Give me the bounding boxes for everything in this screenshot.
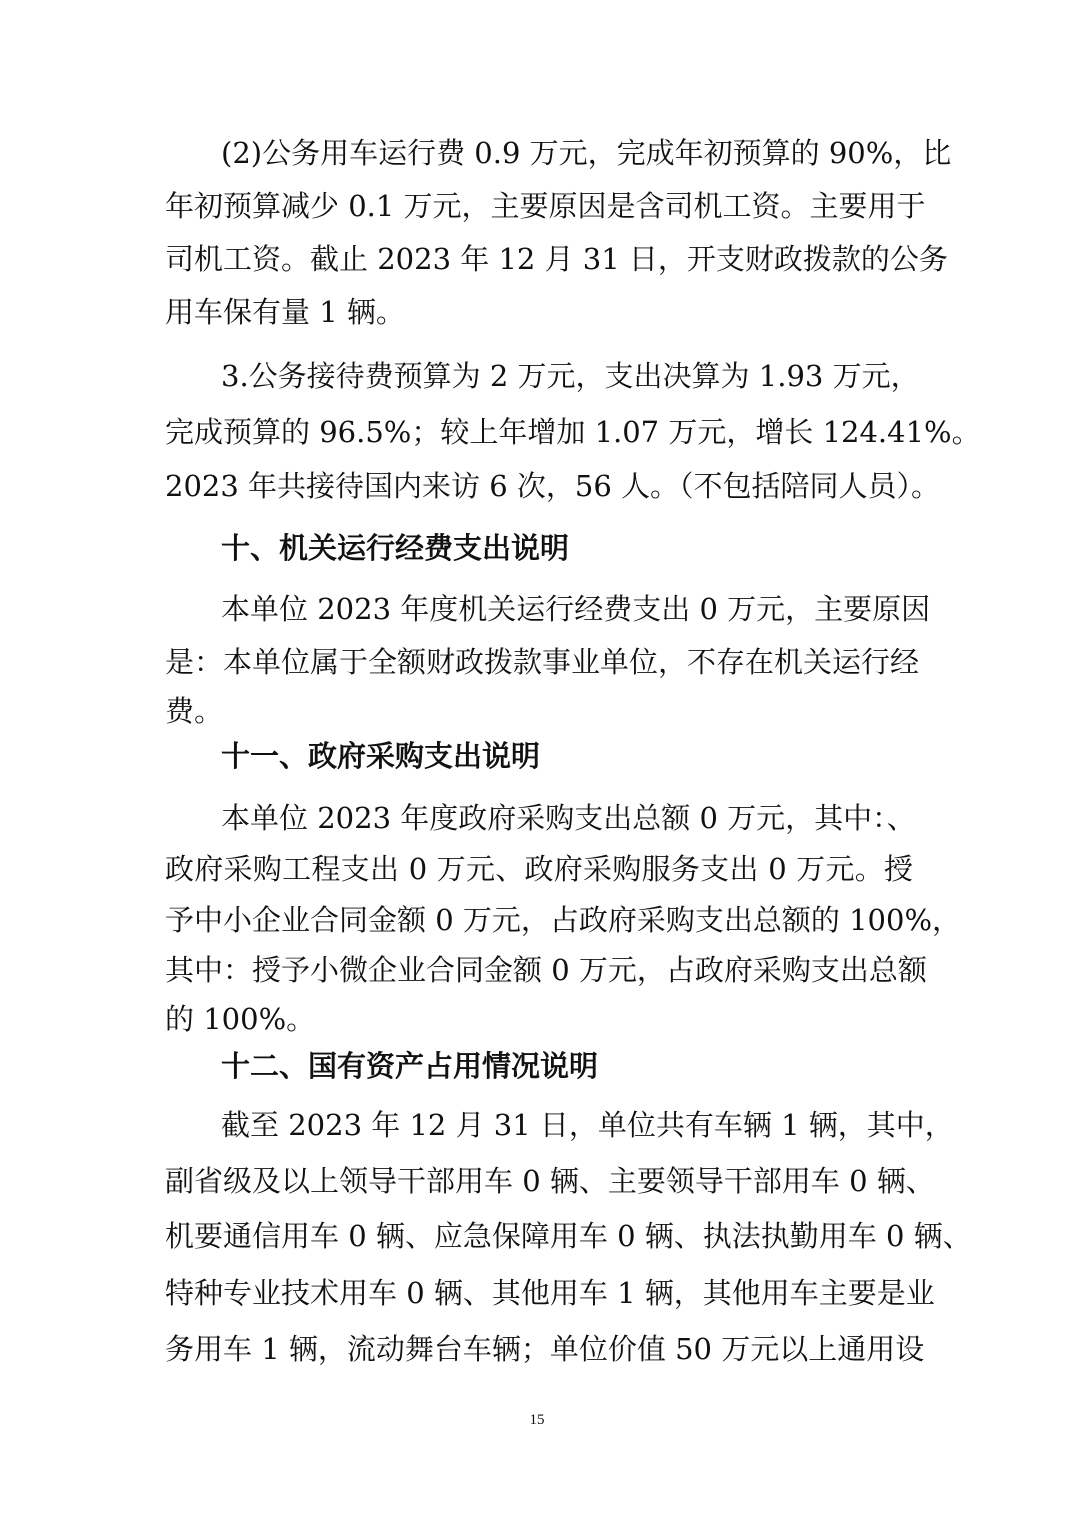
section-heading-12: 十二、国有资产占用情况说明 — [221, 1049, 599, 1083]
paragraph-assets-line-1: 截至 2023 年 12 月 31 日，单位共有车辆 1 辆，其中， — [221, 1108, 954, 1142]
paragraph-reception-line-2: 完成预算的 96.5%；较上年增加 1.07 万元，增长 124.41%。 — [165, 415, 981, 449]
paragraph-reception-line-1: 3.公务接待费预算为 2 万元，支出决算为 1.93 万元， — [221, 359, 920, 393]
paragraph-vehicle-operation-line-2: 年初预算减少 0.1 万元，主要原因是含司机工资。主要用于 — [165, 189, 926, 223]
paragraph-assets-line-2: 副省级及以上领导干部用车 0 辆、主要领导干部用车 0 辆、 — [165, 1164, 935, 1198]
paragraph-vehicle-operation-line-4: 用车保有量 1 辆。 — [165, 295, 405, 329]
paragraph-procurement-line-5: 的 100%。 — [165, 1002, 316, 1036]
paragraph-procurement-line-4: 其中：授予小微企业合同金额 0 万元，占政府采购支出总额 — [165, 953, 927, 987]
paragraph-agency-operation-line-2: 是：本单位属于全额财政拨款事业单位，不存在机关运行经 — [165, 645, 920, 679]
paragraph-procurement-line-3: 予中小企业合同金额 0 万元，占政府采购支出总额的 100%， — [165, 903, 962, 937]
paragraph-assets-line-4: 特种专业技术用车 0 辆、其他用车 1 辆，其他用车主要是业 — [165, 1276, 935, 1310]
paragraph-vehicle-operation-line-1: (2)公务用车运行费 0.9 万元，完成年初预算的 90%，比 — [221, 136, 952, 170]
paragraph-procurement-line-1: 本单位 2023 年度政府采购支出总额 0 万元，其中：、 — [221, 801, 916, 835]
paragraph-vehicle-operation-line-3: 司机工资。截止 2023 年 12 月 31 日，开支财政拨款的公务 — [165, 242, 948, 276]
paragraph-reception-line-3: 2023 年共接待国内来访 6 次，56 人。（不包括陪同人员）。 — [165, 469, 941, 503]
paragraph-procurement-line-2: 政府采购工程支出 0 万元、政府采购服务支出 0 万元。授 — [165, 852, 913, 886]
section-heading-11: 十一、政府采购支出说明 — [221, 739, 541, 773]
paragraph-assets-line-3: 机要通信用车 0 辆、应急保障用车 0 辆、执法执勤用车 0 辆、 — [165, 1219, 972, 1253]
paragraph-assets-line-5: 务用车 1 辆，流动舞台车辆；单位价值 50 万元以上通用设 — [165, 1332, 925, 1366]
paragraph-agency-operation-line-1: 本单位 2023 年度机关运行经费支出 0 万元，主要原因 — [221, 592, 931, 626]
page-number: 15 — [529, 1412, 545, 1428]
section-heading-10: 十、机关运行经费支出说明 — [221, 531, 570, 565]
paragraph-agency-operation-line-3: 费。 — [165, 694, 224, 728]
